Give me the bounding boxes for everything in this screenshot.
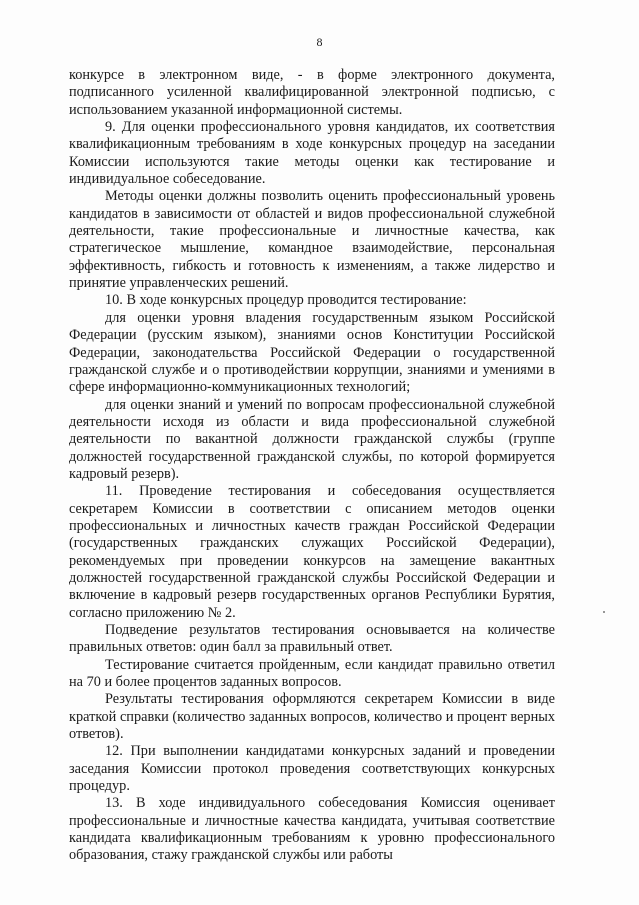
page-number: 8 [316, 35, 323, 49]
paragraph-item-9: 9. Для оценки профессионального уровня кандидатов, их соответствия квалификационным требованиям в ходе конкурсных процедур на заседании Комиссии используются такие методы оценки как тестирование и индивидуальное собеседование. [69, 119, 555, 188]
paragraph-results-report: Результаты тестирования оформляются секретарем Комиссии в виде краткой справки (количество заданных вопросов, количество и процент верных ответов). [69, 691, 555, 743]
paragraph-continuation: конкурсе в электронном виде, - в форме электронного документа, подписанного усиленной квалифицированной электронной подписью, с использованием указанной информационной системы. [69, 67, 555, 118]
paragraph-results-scoring: Подведение результатов тестирования основывается на количестве правильных ответов: один балл за правильный ответ. [69, 622, 555, 656]
paragraph-test-passed: Тестирование считается пройденным, если кандидат правильно ответил на 70 и более процентов заданных вопросов. [69, 656, 555, 691]
paragraph-testing-professional: для оценки знаний и умений по вопросам профессиональной служебной деятельности исходя из области и вида профессиональной служебной деятельности по вакантной должности гражданской службы (группе должностей государственной гражданской службы, по которой формируется кадровый резерв). [69, 396, 555, 482]
scan-speck [603, 611, 605, 613]
paragraph-item-13: 13. В ходе индивидуального собеседования Комиссия оценивает профессиональные и личностные качества кандидата, учитывая соответствие кандидата квалификационным требованиям к уровню профессионального образования, стажу гражданской службы или работы [69, 795, 555, 864]
paragraph-testing-language: для оценки уровня владения государственным языком Российской Федерации (русским языком), знаниями основ Конституции Российской Федерации, законодательства Российской Федерации о государственной гражданской службе и о противодействии коррупции, знаниями и умениями в сфере информационно-коммуникационных технологий; [69, 309, 555, 396]
document-body [69, 67, 555, 865]
paragraph-item-11: 11. Проведение тестирования и собеседования осуществляется секретарем Комиссии в соответствии с описанием методов оценки профессиональных и личностных качеств граждан Российской Федерации (государственных гражданских служащих Российской Федерации), рекомендуемых при проведении конкурсов на замещение вакантных должностей государственной гражданской службы Российской Федерации и включение в кадровый резерв государственных органов Республики Бурятия, согласно приложению № 2. [69, 483, 555, 621]
paragraph-assessment-methods: Методы оценки должны позволить оценить профессиональный уровень кандидатов в зависимости от областей и видов профессиональной служебной деятельности, такие профессиональные и личностные качества, как стратегическое мышление, командное взаимодействие, персональная эффективность, гибкость и готовность к изменениям, а также лидерство и принятие управленческих решений. [69, 188, 555, 292]
paragraph-item-10: 10. В ходе конкурсных процедур проводится тестирование: [105, 292, 467, 309]
paragraph-item-12: 12. При выполнении кандидатами конкурсных заданий и проведении заседания Комиссии протокол проведения соответствующих конкурсных процедур. [69, 743, 555, 795]
